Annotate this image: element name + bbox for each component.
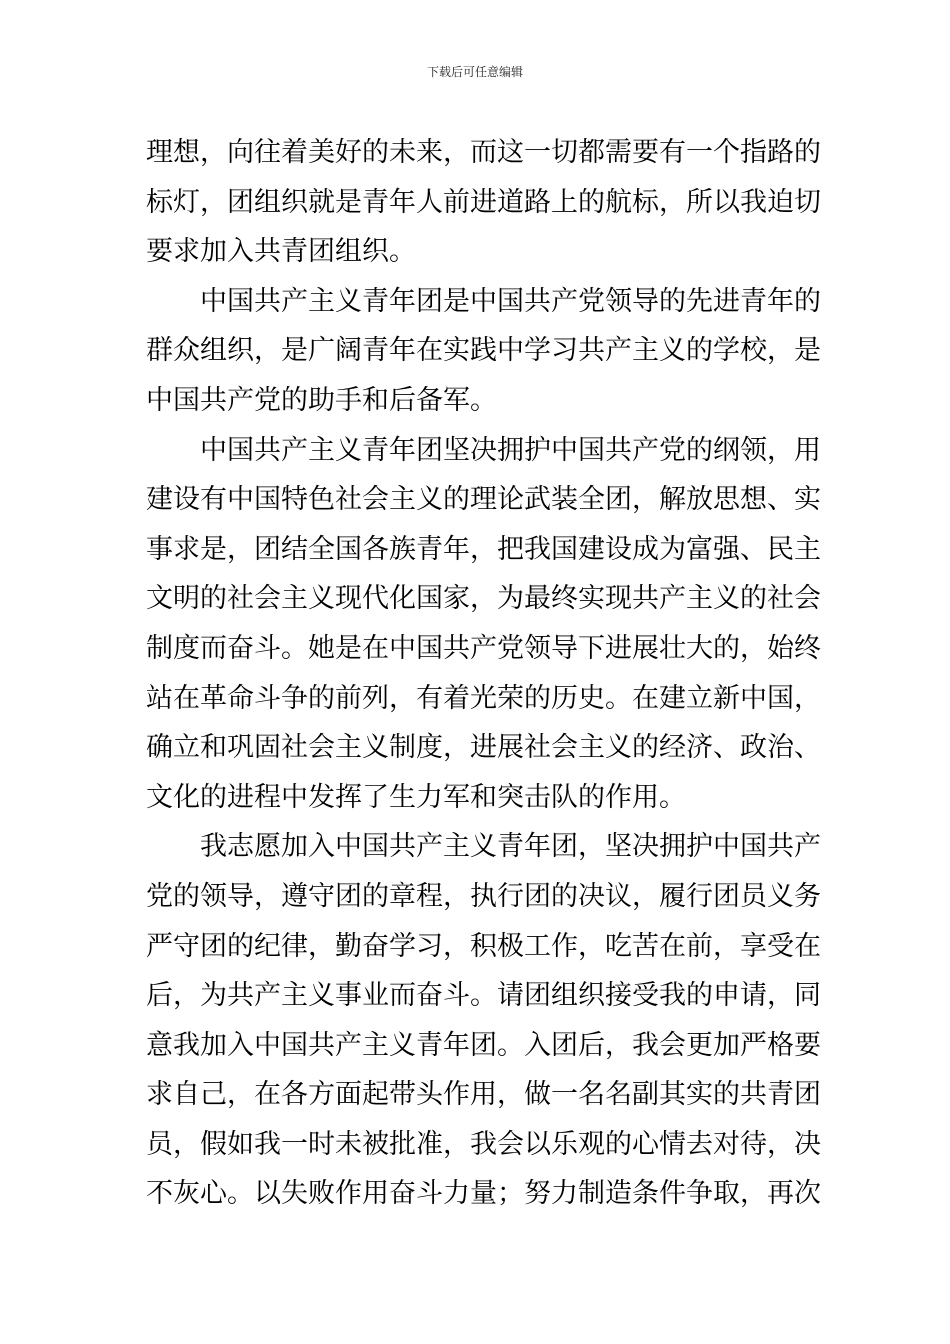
text-line: 站在革命斗争的前列，有着光荣的历史。在建立新中国， bbox=[146, 682, 821, 714]
document-body bbox=[146, 128, 821, 1219]
paragraph bbox=[146, 277, 821, 426]
text-line: 群众组织，是广阔青年在实践中学习共产主义的学校，是 bbox=[146, 335, 821, 367]
text-line: 文化的进程中发挥了生力军和突击队的作用。 bbox=[146, 781, 686, 813]
text-line: 事求是，团结全国各族青年，把我国建设成为富强、民主 bbox=[146, 533, 821, 565]
text-line: 中国共产主义青年团坚决拥护中国共产党的纲领，用 bbox=[200, 434, 821, 466]
paragraph bbox=[146, 426, 821, 823]
text-line: 求自己，在各方面起带头作用，做一名名副其实的共青团 bbox=[146, 1079, 821, 1111]
text-line: 中国共产党的助手和后备军。 bbox=[146, 384, 497, 416]
page-header: 下载后可任意编辑 bbox=[426, 65, 523, 79]
text-line: 要求加入共青团组织。 bbox=[146, 236, 416, 268]
text-line: 严守团的纪律，勤奋学习，积极工作，吃苦在前，享受在 bbox=[146, 930, 821, 962]
text-line: 制度而奋斗。她是在中国共产党领导下进展壮大的，始终 bbox=[146, 632, 821, 664]
paragraph bbox=[146, 822, 821, 1219]
text-line: 文明的社会主义现代化国家，为最终实现共产主义的社会 bbox=[146, 583, 821, 615]
text-line: 标灯，团组织就是青年人前进道路上的航标，所以我迫切 bbox=[146, 186, 821, 218]
text-line: 中国共产主义青年团是中国共产党领导的先进青年的 bbox=[200, 285, 821, 317]
text-line: 我志愿加入中国共产主义青年团，坚决拥护中国共产 bbox=[200, 831, 821, 863]
text-line: 理想，向往着美好的未来，而这一切都需要有一个指路的 bbox=[146, 137, 821, 168]
text-line: 党的领导，遵守团的章程，执行团的决议，履行团员义务 bbox=[146, 880, 821, 912]
text-line: 后，为共产主义事业而奋斗。请团组织接受我的申请，同 bbox=[146, 980, 821, 1012]
text-line: 意我加入中国共产主义青年团。入团后，我会更加严格要 bbox=[146, 1029, 821, 1061]
text-line: 员，假如我一时未被批准，我会以乐观的心情去对待，决 bbox=[146, 1128, 821, 1160]
text-line: 确立和巩固社会主义制度，进展社会主义的经济、政治、 bbox=[146, 732, 821, 764]
text-line: 建设有中国特色社会主义的理论武装全团，解放思想、实 bbox=[146, 484, 821, 516]
text-line: 不灰心。以失败作用奋斗力量；努力制造条件争取，再次 bbox=[146, 1178, 821, 1210]
paragraph bbox=[146, 128, 821, 277]
